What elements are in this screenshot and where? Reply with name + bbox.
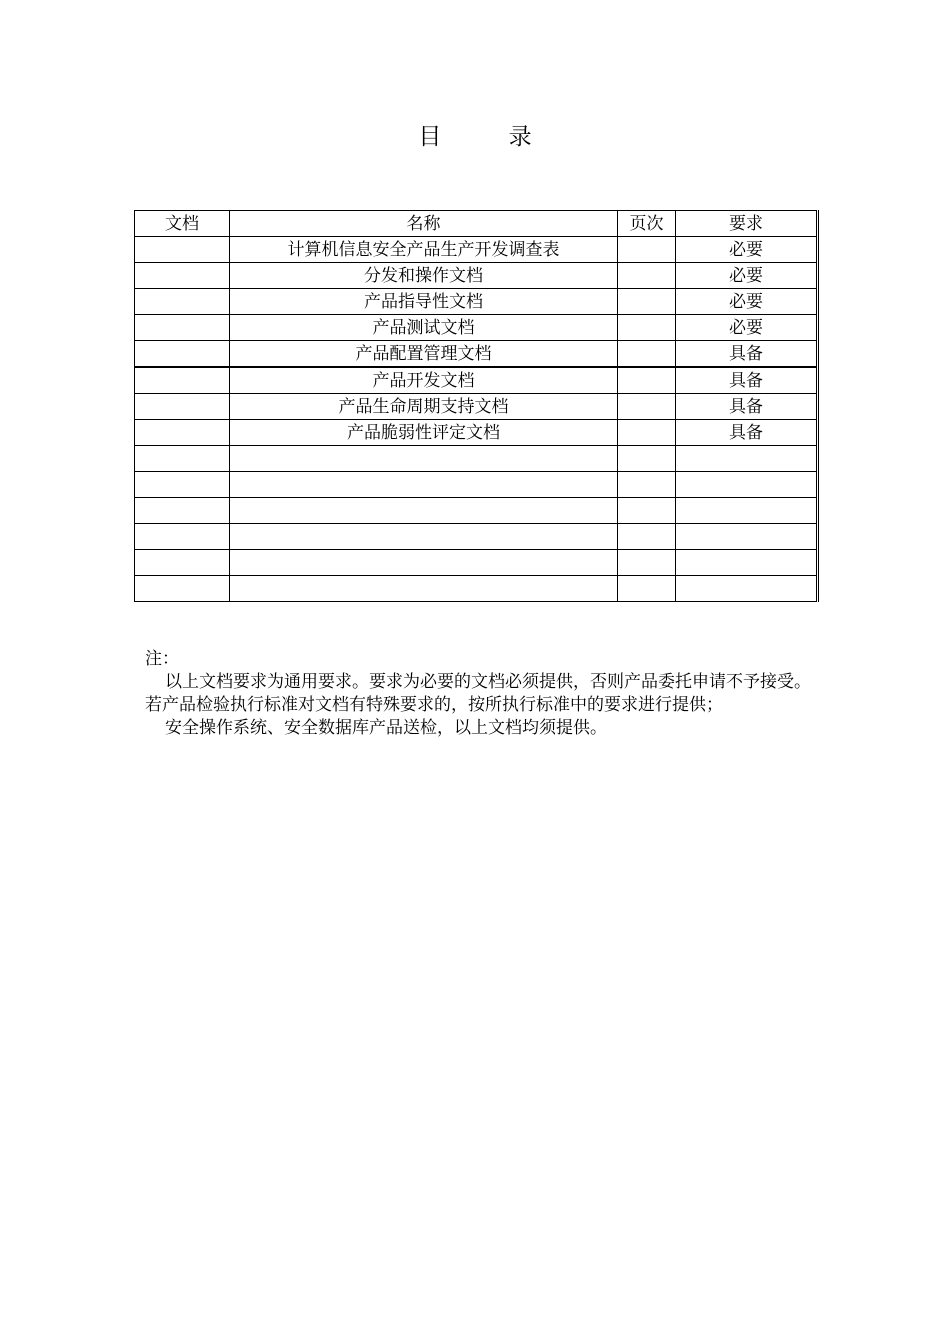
cell-page bbox=[618, 420, 676, 446]
table-row bbox=[135, 472, 818, 498]
table-row bbox=[135, 576, 818, 602]
cell-requirement: 必要 bbox=[676, 315, 818, 341]
cell-requirement: 必要 bbox=[676, 263, 818, 289]
table-header-row bbox=[135, 211, 818, 237]
cell-requirement: 必要 bbox=[676, 237, 818, 263]
cell-page bbox=[618, 263, 676, 289]
cell-requirement: 必要 bbox=[676, 289, 818, 315]
cell-requirement bbox=[676, 550, 818, 576]
cell-page bbox=[618, 576, 676, 602]
cell-name: 产品指导性文档 bbox=[230, 289, 618, 315]
cell-name: 产品开发文档 bbox=[230, 367, 618, 394]
cell-page bbox=[618, 524, 676, 550]
cell-name: 产品脆弱性评定文档 bbox=[230, 420, 618, 446]
cell-requirement bbox=[676, 576, 818, 602]
cell-page bbox=[618, 367, 676, 394]
notes-section bbox=[145, 648, 813, 740]
cell-name: 产品配置管理文档 bbox=[230, 341, 618, 368]
cell-name: 产品测试文档 bbox=[230, 315, 618, 341]
cell-requirement bbox=[676, 524, 818, 550]
cell-doc bbox=[135, 394, 230, 420]
cell-doc bbox=[135, 263, 230, 289]
table-row bbox=[135, 237, 818, 263]
cell-doc bbox=[135, 550, 230, 576]
table-row bbox=[135, 524, 818, 550]
header-requirement: 要求 bbox=[676, 211, 818, 237]
cell-doc bbox=[135, 472, 230, 498]
cell-doc bbox=[135, 498, 230, 524]
table-row bbox=[135, 341, 818, 368]
cell-page bbox=[618, 472, 676, 498]
cell-requirement bbox=[676, 446, 818, 472]
table-row bbox=[135, 315, 818, 341]
cell-doc bbox=[135, 576, 230, 602]
notes-label: 注： bbox=[145, 649, 179, 669]
cell-page bbox=[618, 446, 676, 472]
cell-doc bbox=[135, 237, 230, 263]
table-row bbox=[135, 263, 818, 289]
table-row bbox=[135, 289, 818, 315]
cell-doc bbox=[135, 341, 230, 368]
cell-page bbox=[618, 394, 676, 420]
cell-page bbox=[618, 315, 676, 341]
cell-requirement: 具备 bbox=[676, 367, 818, 394]
cell-name: 分发和操作文档 bbox=[230, 263, 618, 289]
table-row bbox=[135, 394, 818, 420]
header-doc: 文档 bbox=[135, 211, 230, 237]
cell-name: 计算机信息安全产品生产开发调查表 bbox=[230, 237, 618, 263]
notes-paragraph-general: 以上文档要求为通用要求。要求为必要的文档必须提供，否则产品委托申请不予接受。若产品检验执行标准对文档有特殊要求的，按所执行标准中的要求进行提供； bbox=[145, 672, 811, 715]
cell-doc bbox=[135, 289, 230, 315]
table-row bbox=[135, 367, 818, 394]
table-row bbox=[135, 420, 818, 446]
cell-requirement: 具备 bbox=[676, 341, 818, 368]
toc-table bbox=[134, 210, 819, 602]
cell-doc bbox=[135, 420, 230, 446]
cell-page bbox=[618, 498, 676, 524]
cell-name bbox=[230, 550, 618, 576]
cell-requirement bbox=[676, 472, 818, 498]
cell-page bbox=[618, 341, 676, 368]
cell-page bbox=[618, 289, 676, 315]
cell-name bbox=[230, 498, 618, 524]
header-name: 名称 bbox=[230, 211, 618, 237]
table-row bbox=[135, 550, 818, 576]
cell-name bbox=[230, 524, 618, 550]
cell-name bbox=[230, 472, 618, 498]
header-page: 页次 bbox=[618, 211, 676, 237]
notes-paragraph-secure-products: 安全操作系统、安全数据库产品送检，以上文档均须提供。 bbox=[165, 718, 607, 738]
cell-name bbox=[230, 576, 618, 602]
cell-requirement bbox=[676, 498, 818, 524]
table-row bbox=[135, 446, 818, 472]
cell-requirement: 具备 bbox=[676, 394, 818, 420]
cell-page bbox=[618, 550, 676, 576]
cell-name bbox=[230, 446, 618, 472]
cell-doc bbox=[135, 367, 230, 394]
page-title: 目 录 bbox=[418, 124, 562, 150]
cell-doc bbox=[135, 524, 230, 550]
cell-doc bbox=[135, 315, 230, 341]
cell-requirement: 具备 bbox=[676, 420, 818, 446]
cell-doc bbox=[135, 446, 230, 472]
cell-page bbox=[618, 237, 676, 263]
cell-name: 产品生命周期支持文档 bbox=[230, 394, 618, 420]
table-row bbox=[135, 498, 818, 524]
